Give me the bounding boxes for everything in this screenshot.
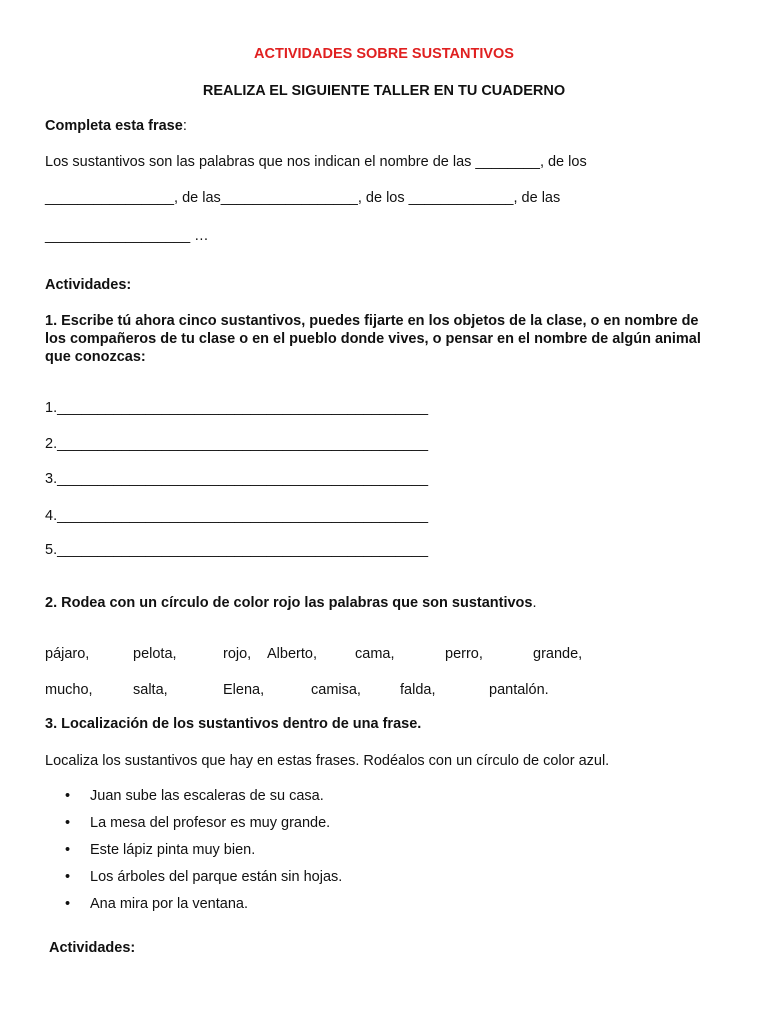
word-row-1-item: Alberto, bbox=[267, 646, 317, 662]
completa-heading-colon: : bbox=[182, 118, 187, 134]
completa-line-3: __________________ … bbox=[45, 228, 209, 244]
question-1-text: 1. Escribe tú ahora cinco sustantivos, puedes fijarte en los objetos de la clase, o en nombre de los compañeros de tu clase o en el pueblo donde vives, o pensar en el nombre de algún animal que conozcas: bbox=[45, 313, 701, 365]
answer-line-5: 5.______________________________________________ bbox=[45, 542, 429, 558]
word-row-2-item: Elena, bbox=[223, 682, 265, 698]
bullet-icon: • bbox=[65, 815, 71, 831]
word-row-2-item: mucho, bbox=[45, 682, 93, 698]
answer-line-3: 3.______________________________________________ bbox=[45, 471, 429, 487]
sentence-item: Los árboles del parque están sin hojas. bbox=[90, 869, 343, 885]
document-subtitle: REALIZA EL SIGUIENTE TALLER EN TU CUADERNO bbox=[202, 83, 566, 99]
document-title: ACTIVIDADES SOBRE SUSTANTIVOS bbox=[254, 46, 514, 62]
answer-line-2: 2.______________________________________________ bbox=[45, 436, 429, 452]
sentence-item: La mesa del profesor es muy grande. bbox=[90, 815, 331, 831]
word-row-1-item: grande, bbox=[533, 646, 583, 662]
sentence-item: Este lápiz pinta muy bien. bbox=[90, 842, 256, 858]
question-3-instruction: Localiza los sustantivos que hay en estas frases. Rodéalos con un círculo de color azul. bbox=[45, 753, 610, 769]
bullet-icon: • bbox=[65, 869, 71, 885]
question-2-heading bbox=[45, 594, 537, 612]
word-row-1-item: rojo, bbox=[223, 646, 252, 662]
word-row-1-item: pelota, bbox=[133, 646, 177, 662]
word-row-1-item: pájaro, bbox=[45, 646, 90, 662]
word-row-2-item: salta, bbox=[133, 682, 168, 698]
completa-line-1: Los sustantivos son las palabras que nos indican el nombre de las ________, de los bbox=[45, 154, 587, 170]
question-2-heading-period: . bbox=[532, 595, 537, 611]
actividades-heading: Actividades: bbox=[45, 277, 132, 293]
question-3-heading: 3. Localización de los sustantivos dentro de una frase. bbox=[45, 716, 422, 732]
completa-line-2: ________________, de las_________________, de los _____________, de las bbox=[45, 190, 561, 206]
bullet-icon: • bbox=[65, 896, 71, 912]
bullet-icon: • bbox=[65, 842, 71, 858]
completa-heading bbox=[45, 117, 187, 135]
bullet-icon: • bbox=[65, 788, 71, 804]
answer-line-4: 4.______________________________________________ bbox=[45, 508, 429, 524]
word-row-1-item: cama, bbox=[355, 646, 395, 662]
word-row-2-item: pantalón. bbox=[489, 682, 549, 698]
question-2-heading-label: 2. Rodea con un círculo de color rojo las palabras que son sustantivos bbox=[45, 595, 533, 611]
completa-heading-label: Completa esta frase bbox=[45, 118, 183, 134]
word-row-2-item: falda, bbox=[400, 682, 436, 698]
sentence-item: Juan sube las escaleras de su casa. bbox=[90, 788, 324, 804]
word-row-1-item: perro, bbox=[445, 646, 483, 662]
actividades-heading-2: Actividades: bbox=[49, 940, 136, 956]
answer-line-1: 1.______________________________________________ bbox=[45, 400, 429, 416]
word-row-2-item: camisa, bbox=[311, 682, 361, 698]
sentence-item: Ana mira por la ventana. bbox=[90, 896, 248, 912]
